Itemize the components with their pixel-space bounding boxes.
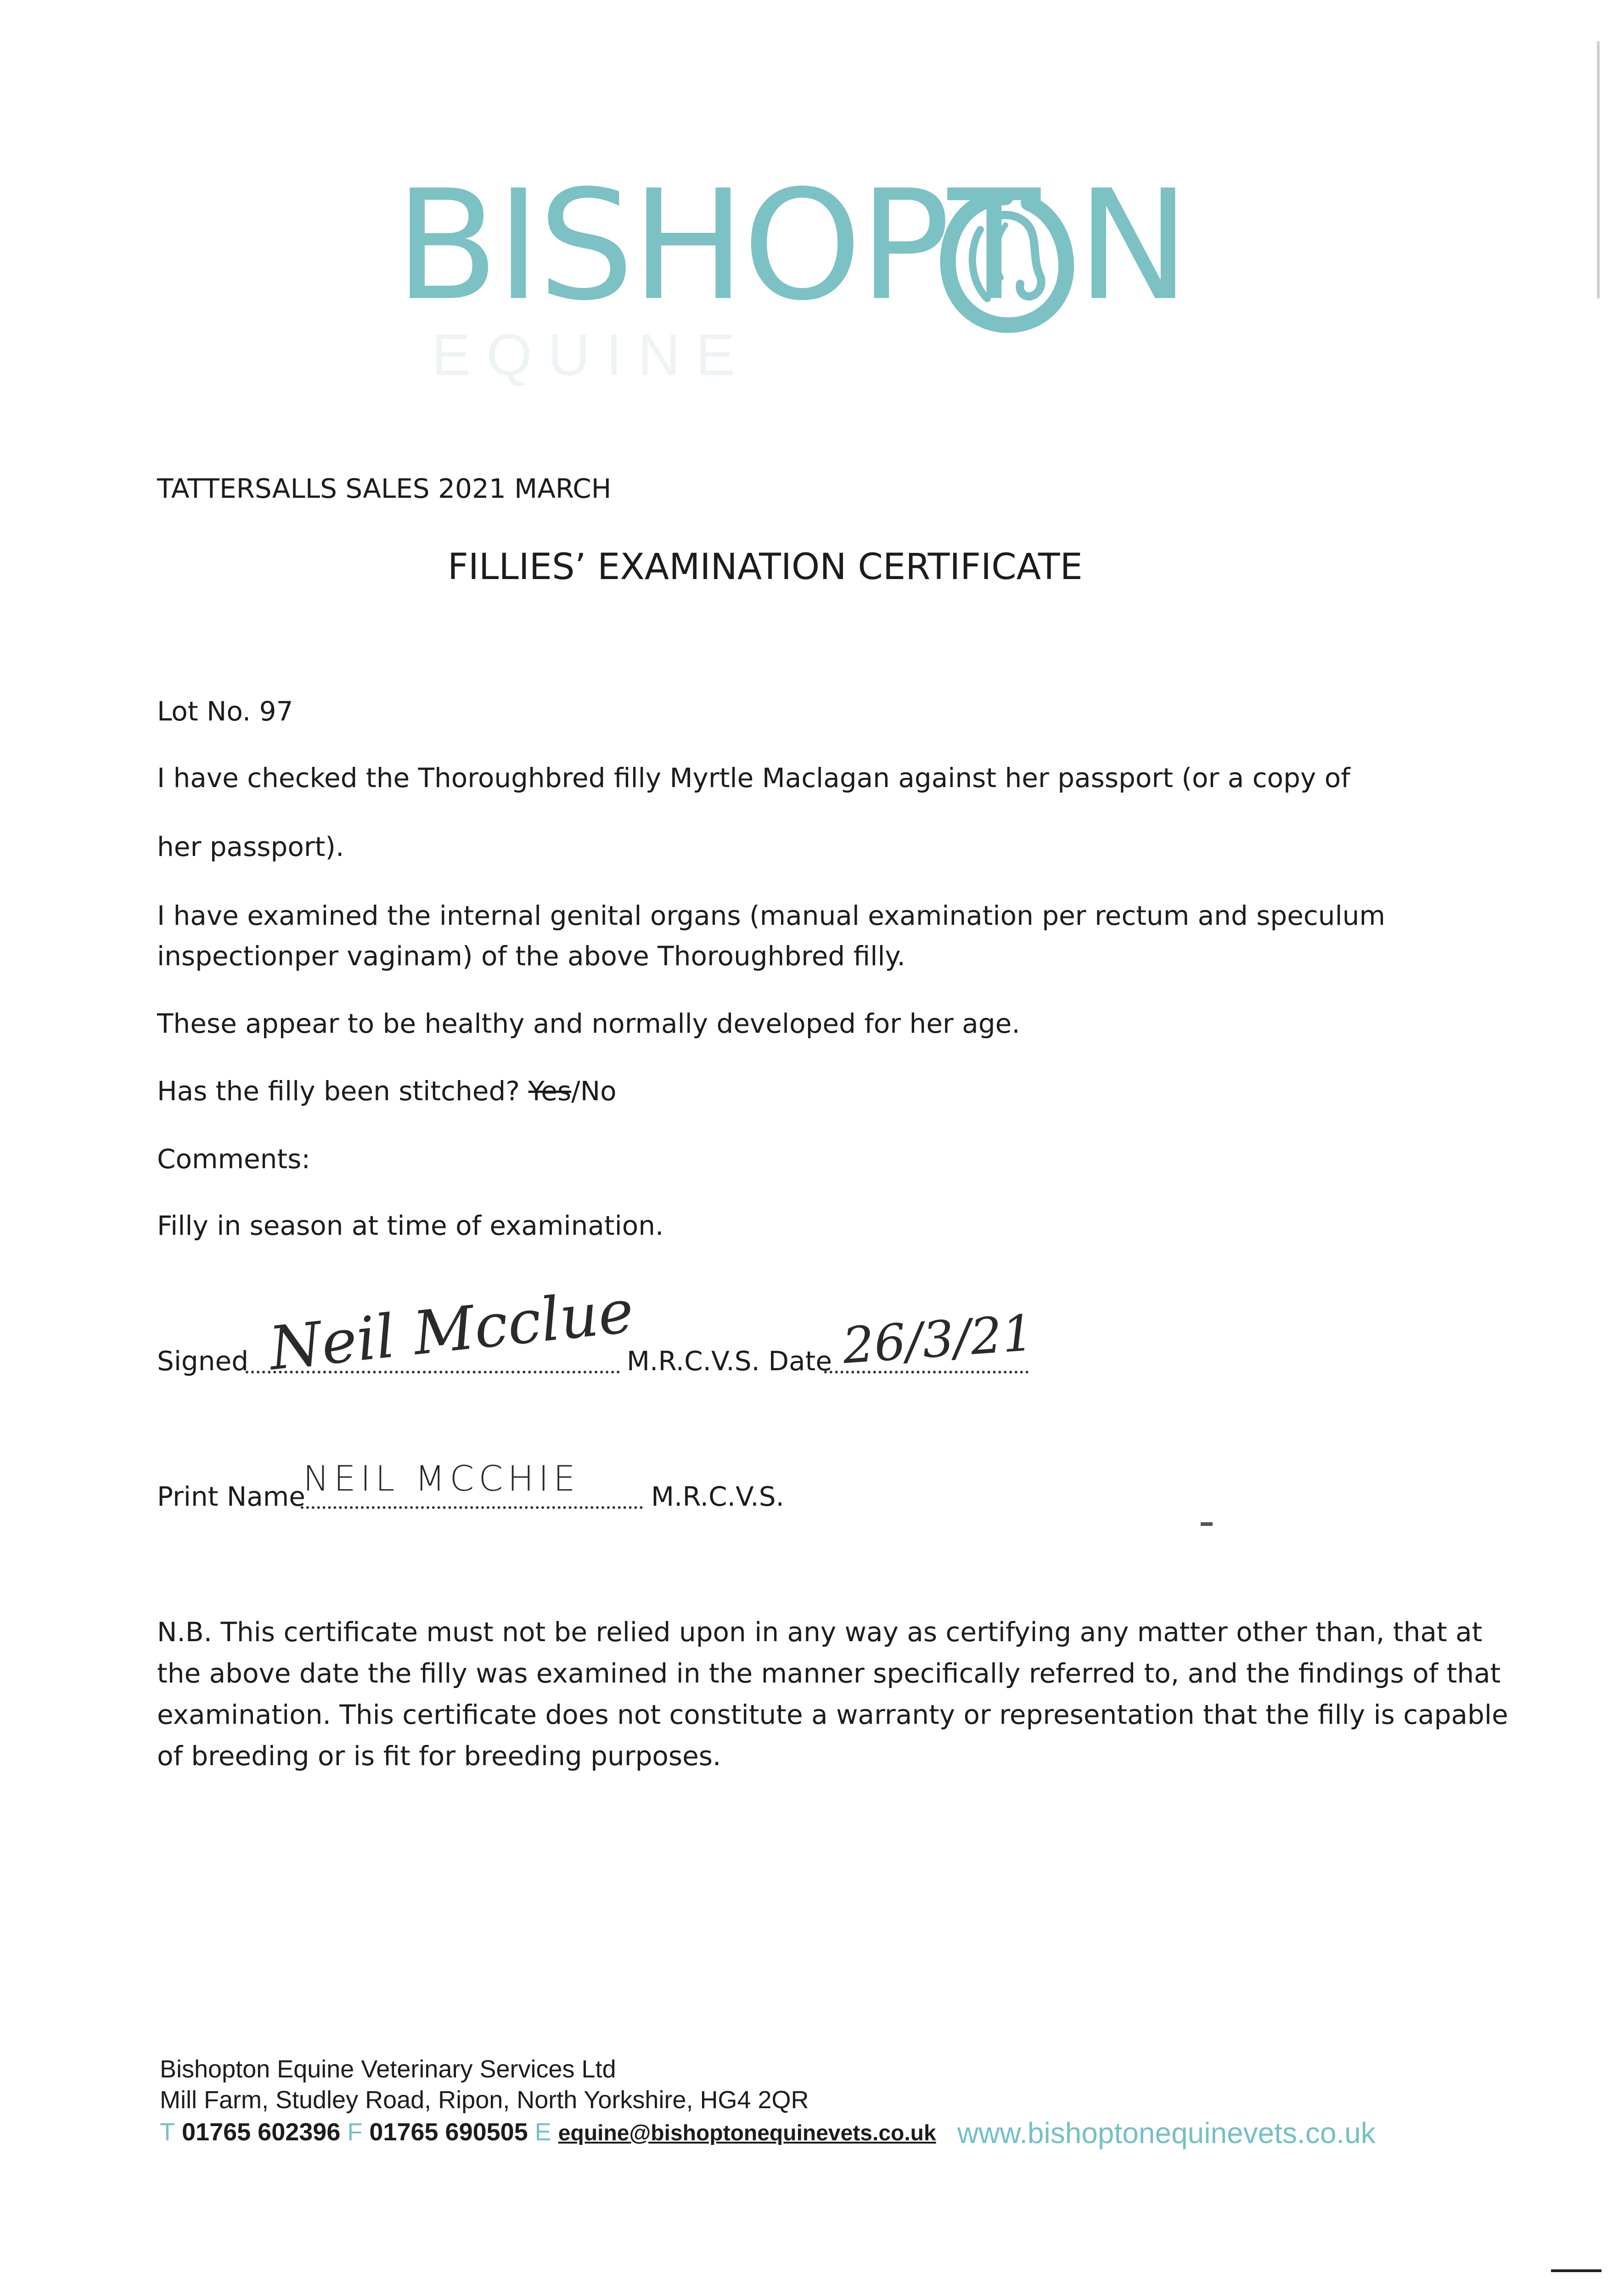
stitched-no: /No (571, 1075, 617, 1107)
nb-line-3: examination. This certificate does not constitute a warranty or representation that the filly is capable (157, 1699, 1508, 1730)
printed-name: NEIL MCCHIE (303, 1458, 580, 1499)
company-name: Bishopton Equine Veterinary Services Ltd (160, 2055, 616, 2083)
signed-label: Signed (157, 1345, 249, 1377)
logo-subtitle: EQUINE (432, 322, 751, 388)
stitched-yes-struck: Yes (528, 1075, 572, 1107)
passport-check-line-2: her passport). (157, 831, 344, 862)
health-statement: These appear to be healthy and normally developed for her age. (157, 1008, 1020, 1039)
logo-wordmark-end: N (1077, 158, 1190, 334)
fax-label: F (347, 2118, 363, 2146)
examination-line-1: I have examined the internal genital organs (manual examination per rectum and speculum (157, 900, 1385, 931)
horse-head-logo-icon (937, 179, 1074, 344)
nb-line-4: of breeding or is fit for breeding purposes. (157, 1740, 721, 1772)
stitched-question (157, 1075, 617, 1107)
signature: Neil Mcclue (266, 1276, 637, 1384)
examination-line-2: inspectionper vaginam) of the above Thoroughbred filly. (157, 940, 905, 972)
scan-speck (1201, 1522, 1213, 1526)
email-link[interactable]: equine@bishoptonequinevets.co.uk (558, 2121, 936, 2145)
comments-text: Filly in season at time of examination. (157, 1210, 664, 1241)
signature-date: 26/3/21 (841, 1304, 1036, 1375)
phone-label: T (160, 2118, 175, 2146)
mrcvs-date-label: M.R.C.V.S. Date (627, 1345, 832, 1377)
scan-corner-mark (1551, 2269, 1602, 2272)
contact-line (160, 2118, 936, 2146)
website-link[interactable]: www.bishoptonequinevets.co.uk (957, 2116, 1376, 2150)
email-label: E (534, 2118, 551, 2146)
phone-number: 01765 602396 (175, 2118, 348, 2146)
print-name-line (301, 1506, 643, 1509)
company-address: Mill Farm, Studley Road, Ripon, North Yorkshire, HG4 2QR (160, 2086, 809, 2114)
print-name-suffix: M.R.C.V.S. (651, 1481, 784, 1512)
certificate-title: FILLIES’ EXAMINATION CERTIFICATE (448, 546, 1083, 588)
nb-line-2: the above date the filly was examined in the manner specifically referred to, and the findings of that (157, 1658, 1501, 1689)
nb-line-1: N.B. This certificate must not be relied upon in any way as certifying any matter other than, that at (157, 1616, 1483, 1648)
stitched-question-text: Has the filly been stitched? (157, 1075, 528, 1107)
lot-number: Lot No. 97 (157, 696, 293, 727)
comments-label: Comments: (157, 1143, 310, 1175)
print-name-label: Print Name (157, 1481, 305, 1512)
logo-wordmark: BISHOPT (395, 158, 1038, 334)
fax-number: 01765 690505 (362, 2118, 535, 2146)
scan-edge-mark (1597, 41, 1600, 298)
passport-check-line-1: I have checked the Thoroughbred filly Myrtle Maclagan against her passport (or a copy of (157, 762, 1350, 793)
sale-title: TATTERSALLS SALES 2021 MARCH (157, 473, 612, 504)
